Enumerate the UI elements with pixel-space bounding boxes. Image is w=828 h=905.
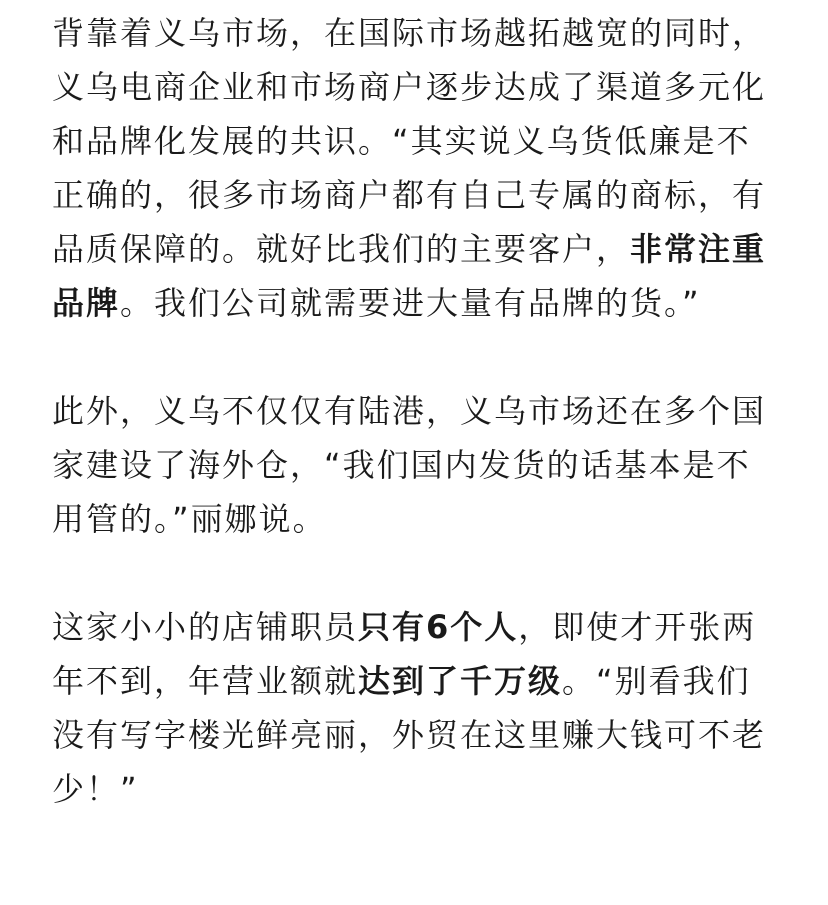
- text-segment: 这家小小的店铺职员: [52, 608, 359, 646]
- text-segment: 背靠着义乌市场，在国际市场越拓越宽的同时，义乌电商企业和市场商户逐步达成了渠道多元化和品牌化发展的共识。“其实说义乌货低廉是不正确的，很多市场商户都有自己专属的商标，有品质保障的。就好比我们的主要客户，: [52, 14, 767, 268]
- bold-text-segment: 只有6个人: [358, 608, 519, 646]
- bold-text-segment: 非常注重品牌: [52, 230, 767, 322]
- paragraph-shop-revenue: [52, 600, 780, 816]
- article-body: [52, 6, 780, 816]
- text-segment: 。我们公司就需要进大量有品牌的货。”: [120, 284, 701, 322]
- text-segment: 。“别看我们没有写字楼光鲜亮丽，外贸在这里赚大钱可不老少！”: [52, 662, 767, 808]
- paragraph-overseas-warehouse: [52, 384, 780, 546]
- text-segment: ，即使才开张两年不到，年营业额就: [52, 608, 757, 700]
- paragraph-brand-consensus: [52, 6, 780, 330]
- bold-text-segment: 达到了千万级: [358, 662, 563, 700]
- text-segment: 此外，义乌不仅仅有陆港，义乌市场还在多个国家建设了海外仓，“我们国内发货的话基本是不用管的。”丽娜说。: [52, 392, 767, 538]
